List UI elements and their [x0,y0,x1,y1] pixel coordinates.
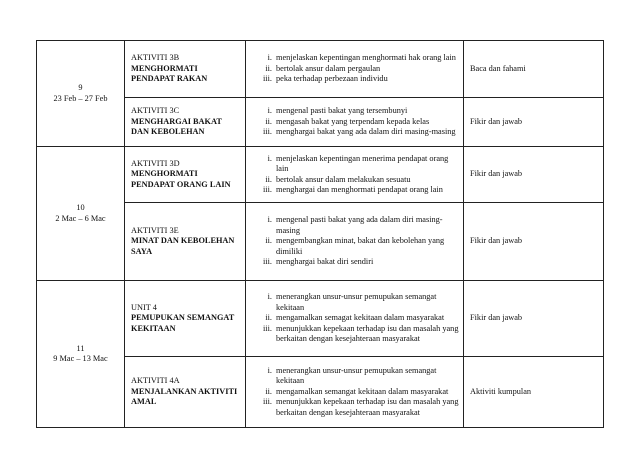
activity-code: AKTIVITI 3E [131,225,179,235]
activity-cell [125,147,246,203]
list-item: iii. menghargai dan menghormati pendapat orang lain [263,184,443,194]
table-row [37,281,604,357]
week-cell [37,41,125,147]
table-row [37,41,604,98]
week-cell [37,147,125,281]
list-item: iii. menunjukkan kepekaan terhadap isu dan masalah yang berkaitan dengan kesejahteraan masyarakat [263,323,459,344]
list-item: ii. mengasah bakat yang terpendam kepada kelas [265,116,430,126]
objectives-cell [246,281,464,357]
activity-code: AKTIVITI 4A [131,376,180,386]
list-item: i. menerangkan unsur-unsur pemupukan semangat kekitaan [267,365,437,386]
list-item: ii. bertolak ansur dalam melakukan sesuatu [265,174,411,184]
method-cell: Aktiviti kumpulan [464,357,604,428]
activity-cell [125,281,246,357]
activity-cell [125,203,246,281]
activity-title: PEMUPUKAN SEMANGAT KEKITAAN [131,313,235,333]
list-item: iii. peka terhadap perbezaan individu [263,74,388,84]
activity-title: MENGHORMATI PENDAPAT RAKAN [131,63,208,84]
week-dates: 23 Feb – 27 Feb [53,93,108,103]
list-item: ii. mengamalkan semagat kekitaan dalam masyarakat [265,313,445,323]
method-cell: Baca dan fahami [464,41,604,98]
list-item: ii. bertolak ansur dalam pergaulan [265,63,381,73]
activity-title: MENJALANKAN AKTIVITI AMAL [131,386,238,407]
activity-cell [125,357,246,428]
objectives-cell [246,203,464,281]
week-dates: 9 Mac – 13 Mac [53,354,108,363]
activity-title: MINAT DAN KEBOLEHAN SAYA [131,236,235,256]
objectives-cell [246,41,464,98]
table-row [37,147,604,203]
method-cell: Fikir dan jawab [464,203,604,281]
list-item: i. menerangkan unsur-unsur pemupukan semangat kekitaan [267,292,437,312]
activity-code: AKTIVITI 3B [131,53,180,63]
list-item: iii. menghargai bakat yang ada dalam diri masing-masing [263,127,456,137]
objectives-cell [246,98,464,147]
list-item: i. menjelaskan kepentingan menerima pendapat orang lain [267,153,449,174]
activity-title: MENGHARGAI BAKAT DAN KEBOLEHAN [131,116,222,137]
week-cell [37,281,125,428]
week-number: 11 [76,343,85,353]
list-item: iii. menghargai bakat diri sendiri [263,257,374,267]
week-number: 9 [78,83,83,93]
list-item: i. mengenal pasti bakat yang tersembunyi [267,106,408,116]
week-number: 10 [76,203,85,213]
activity-title: MENGHORMATI PENDAPAT ORANG LAIN [131,169,231,189]
lesson-plan-table [36,40,604,428]
activity-cell [125,41,246,98]
list-item: ii. mengamalkan semangat kekitaan dalam masyarakat [265,386,449,396]
activity-code: UNIT 4 [131,302,157,312]
list-item: iii. menunjukkan kepekaan terhadap isu dan masalah yang berkaitan dengan kesejahteraan masyarakat [263,397,459,417]
list-item: i. mengenal pasti bakat yang ada dalam diri masing-masing [267,215,443,235]
activity-code: AKTIVITI 3C [131,106,180,116]
week-dates: 2 Mac – 6 Mac [55,213,106,223]
method-cell: Fikir dan jawab [464,281,604,357]
method-cell: Fikir dan jawab [464,98,604,147]
activity-code: AKTIVITI 3D [131,158,180,168]
objectives-cell [246,357,464,428]
method-cell: Fikir dan jawab [464,147,604,203]
list-item: i. menjelaskan kepentingan menghormati hak orang lain [267,53,456,63]
activity-cell [125,98,246,147]
objectives-cell [246,147,464,203]
list-item: ii. mengembangkan minat, bakat dan kebolehan yang dimiliki [265,236,445,256]
